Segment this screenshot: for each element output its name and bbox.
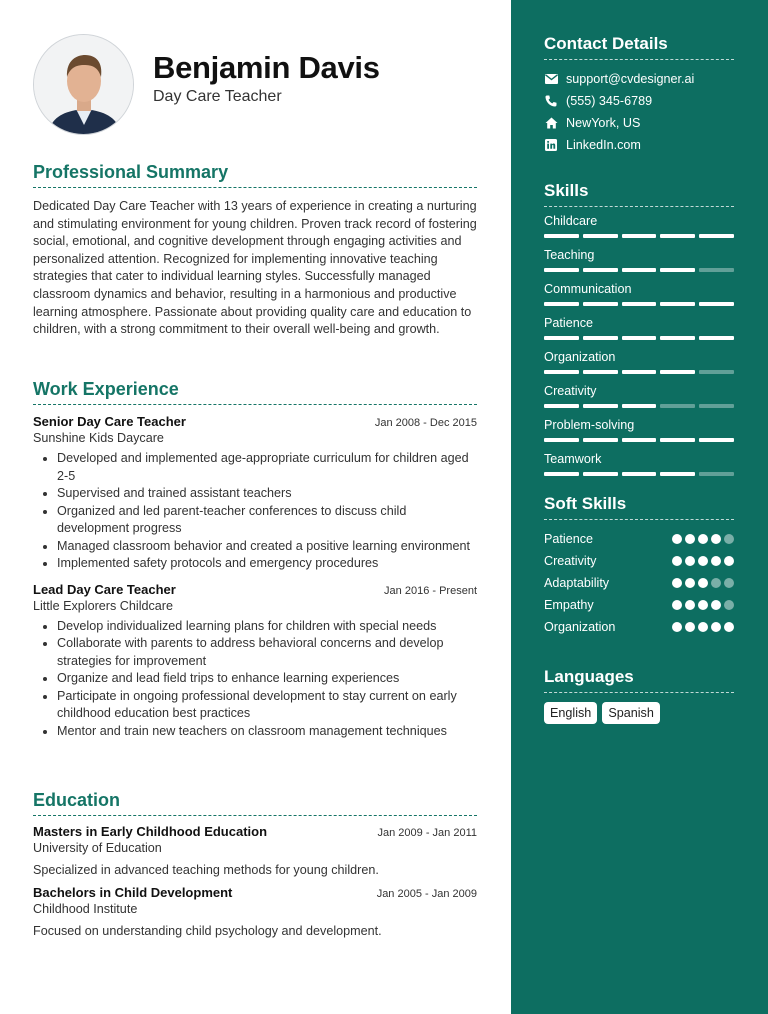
rating-dot	[724, 622, 734, 632]
person-photo-icon	[34, 35, 134, 135]
section-title: Languages	[544, 667, 734, 693]
home-icon	[544, 116, 558, 130]
candidate-name: Benjamin Davis	[153, 50, 380, 85]
rating-dot	[724, 534, 734, 544]
company-name: Sunshine Kids Daycare	[33, 431, 164, 445]
section-title: Skills	[544, 181, 734, 207]
rating-dot	[724, 600, 734, 610]
soft-skill-row	[544, 575, 734, 590]
list-item: • Develop individualized learning plans for children with special needs	[57, 618, 477, 636]
section-title: Professional Summary	[33, 162, 477, 188]
list-item: • Managed classroom behavior and created a positive learning environment	[57, 538, 477, 556]
skill-bar-segment	[699, 302, 734, 306]
rating-dot	[711, 578, 721, 588]
skill-level-bar	[544, 404, 734, 408]
candidate-role: Day Care Teacher	[153, 88, 282, 105]
job-dates: Jan 2008 - Dec 2015	[374, 417, 477, 429]
summary-text: Dedicated Day Care Teacher with 13 years of experience in creating a nurturing and stimulating environment for young children. Proven track record of fostering social, emotional, and cognitive development through engaging activities and personalized attention. Recognized for implementing innovative teaching strategies that cater to individual learning styles. Successfully managed classroom dynamics and behavior, resulting in a harmonious and productive learning atmosphere. Passionate about providing quality care and education to children, with a strong commitment to their overall well-being and growth.	[33, 199, 477, 337]
skill-bar-segment	[660, 336, 695, 340]
skill-bar-segment	[544, 370, 579, 374]
skill-bar-segment	[699, 268, 734, 272]
rating-dot	[685, 600, 695, 610]
skill-bar-segment	[544, 404, 579, 408]
rating-dot	[685, 534, 695, 544]
experience-section	[33, 379, 477, 740]
skill-bar-segment	[699, 404, 734, 408]
phone-icon	[544, 94, 558, 108]
skill-bar-segment	[583, 234, 618, 238]
rating-dot	[711, 534, 721, 544]
contact-text: support@cvdesigner.ai	[566, 71, 695, 86]
contact-text: (555) 345-6789	[566, 93, 653, 108]
list-item: • Organized and led parent-teacher conferences to discuss child development progress	[57, 503, 477, 538]
skill-level-bar	[544, 234, 734, 238]
rating-dot	[672, 534, 682, 544]
rating-dot	[698, 556, 708, 566]
skill-level-bar	[544, 336, 734, 340]
skill-name: Problem-solving	[544, 418, 635, 432]
skill-bar-segment	[583, 370, 618, 374]
list-item: • Collaborate with parents to address behavioral concerns and develop strategies for improvement	[57, 635, 477, 670]
school-name: Childhood Institute	[33, 902, 138, 916]
avatar	[33, 34, 134, 135]
list-item: • Mentor and train new teachers on classroom management techniques	[57, 723, 477, 741]
soft-skill-rating	[672, 578, 734, 588]
rating-dot	[698, 622, 708, 632]
skill-bar-segment	[699, 234, 734, 238]
rating-dot	[685, 622, 695, 632]
section-title: Soft Skills	[544, 494, 734, 520]
soft-skill-name: Organization	[544, 619, 616, 634]
list-item: • Developed and implemented age-appropriate curriculum for children aged 2-5	[57, 450, 477, 485]
soft-skills-list	[544, 531, 734, 634]
rating-dot	[672, 622, 682, 632]
list-item: • Organize and lead field trips to enhance learning experiences	[57, 670, 477, 688]
soft-skill-row	[544, 553, 734, 568]
education-section	[33, 790, 477, 938]
degree-title: Masters in Early Childhood Education	[33, 824, 268, 839]
soft-skill-rating	[672, 534, 734, 544]
degree-title: Bachelors in Child Development	[33, 885, 233, 900]
job-dates: Jan 2016 - Present	[384, 584, 477, 597]
contact-text: NewYork, US	[566, 115, 641, 130]
soft-skill-rating	[672, 600, 734, 610]
skill-name: Communication	[544, 282, 632, 296]
skill-bar-segment	[699, 472, 734, 476]
skill-bar-segment	[622, 404, 657, 408]
skill-name: Teaching	[544, 248, 595, 262]
education-description: Specialized in advanced teaching methods for young children.	[33, 863, 379, 877]
soft-skill-name: Creativity	[544, 553, 597, 568]
skill-bar-segment	[660, 438, 695, 442]
education-entry	[33, 824, 477, 877]
skill-level-bar	[544, 268, 734, 272]
skill-bar-segment	[699, 438, 734, 442]
list-item: • Supervised and trained assistant teachers	[57, 485, 477, 503]
skill-bar-segment	[622, 234, 657, 238]
skill-bar-segment	[660, 472, 695, 476]
rating-dot	[672, 578, 682, 588]
section-title: Education	[33, 790, 477, 816]
skill-level-bar	[544, 302, 734, 306]
contact-location	[544, 115, 734, 130]
rating-dot	[698, 534, 708, 544]
skill-bar-segment	[622, 370, 657, 374]
languages-list	[544, 702, 734, 724]
main-column	[33, 0, 477, 938]
soft-skill-name: Adaptability	[544, 575, 610, 590]
rating-dot	[711, 556, 721, 566]
soft-skill-row	[544, 619, 734, 634]
contact-email[interactable]	[544, 71, 734, 86]
rating-dot	[724, 556, 734, 566]
skill-bar-segment	[622, 268, 657, 272]
skill-bar-segment	[583, 268, 618, 272]
skill-bar-segment	[622, 336, 657, 340]
skill-bar-segment	[660, 370, 695, 374]
soft-skill-rating	[672, 556, 734, 566]
skills-section	[544, 181, 734, 476]
company-name: Little Explorers Childcare	[33, 598, 173, 613]
skill-bar-segment	[583, 438, 618, 442]
skill-level-bar	[544, 438, 734, 442]
rating-dot	[685, 578, 695, 588]
job-bullets	[33, 450, 477, 573]
skill-bar-segment	[544, 234, 579, 238]
rating-dot	[711, 600, 721, 610]
rating-dot	[724, 578, 734, 588]
skill-level-bar	[544, 370, 734, 374]
skill-bar-segment	[544, 438, 579, 442]
skill-name: Patience	[544, 316, 594, 330]
rating-dot	[698, 600, 708, 610]
skill-bar-segment	[660, 404, 695, 408]
skill-bar-segment	[660, 234, 695, 238]
job-entry	[33, 414, 477, 573]
skill-bar-segment	[544, 336, 579, 340]
education-entry	[33, 885, 477, 938]
skill-bar-segment	[544, 472, 579, 476]
section-title: Work Experience	[33, 379, 477, 405]
skill-name: Childcare	[544, 214, 598, 228]
skill-bar-segment	[660, 302, 695, 306]
soft-skill-row	[544, 531, 734, 546]
soft-skill-name: Empathy	[544, 597, 594, 612]
skill-name: Creativity	[544, 384, 597, 398]
skill-level-bar	[544, 472, 734, 476]
skill-bar-segment	[583, 404, 618, 408]
sidebar	[511, 0, 768, 1014]
language-badge: English	[544, 702, 597, 724]
job-entry	[33, 582, 477, 741]
rating-dot	[698, 578, 708, 588]
envelope-icon	[544, 72, 558, 86]
soft-skills-section	[544, 494, 734, 634]
skill-bar-segment	[622, 438, 657, 442]
soft-skill-rating	[672, 622, 734, 632]
skill-bar-segment	[583, 302, 618, 306]
skill-bar-segment	[622, 302, 657, 306]
rating-dot	[672, 556, 682, 566]
education-dates: Jan 2009 - Jan 2011	[377, 827, 477, 839]
skill-bar-segment	[583, 472, 618, 476]
contact-phone[interactable]	[544, 93, 734, 108]
skill-name: Organization	[544, 350, 616, 364]
list-item: • Participate in ongoing professional development to stay current on early childhood education best practices	[57, 688, 477, 723]
job-bullets	[33, 618, 477, 741]
resume-header	[33, 0, 477, 150]
skill-bar-segment	[622, 472, 657, 476]
skill-bar-segment	[699, 336, 734, 340]
skill-bar-segment	[544, 302, 579, 306]
skills-list	[544, 214, 734, 476]
soft-skill-row	[544, 597, 734, 612]
contact-section	[544, 34, 734, 152]
skill-bar-segment	[660, 268, 695, 272]
education-description: Focused on understanding child psychology and development.	[33, 924, 382, 938]
school-name: University of Education	[33, 841, 162, 855]
rating-dot	[685, 556, 695, 566]
skill-name: Teamwork	[544, 452, 602, 466]
summary-section	[33, 162, 477, 339]
skill-bar-segment	[699, 370, 734, 374]
job-title: Lead Day Care Teacher	[33, 581, 176, 597]
contact-linkedin[interactable]	[544, 137, 734, 152]
linkedin-icon	[544, 138, 558, 152]
rating-dot	[711, 622, 721, 632]
languages-section	[544, 667, 734, 724]
education-dates: Jan 2005 - Jan 2009	[376, 888, 477, 900]
soft-skill-name: Patience	[544, 531, 594, 546]
contact-text: LinkedIn.com	[566, 137, 641, 152]
section-title: Contact Details	[544, 34, 734, 60]
skill-bar-segment	[544, 268, 579, 272]
skill-bar-segment	[583, 336, 618, 340]
job-title: Senior Day Care Teacher	[33, 414, 186, 429]
rating-dot	[672, 600, 682, 610]
language-badge: Spanish	[602, 702, 660, 724]
list-item: • Implemented safety protocols and emergency procedures	[57, 555, 477, 573]
